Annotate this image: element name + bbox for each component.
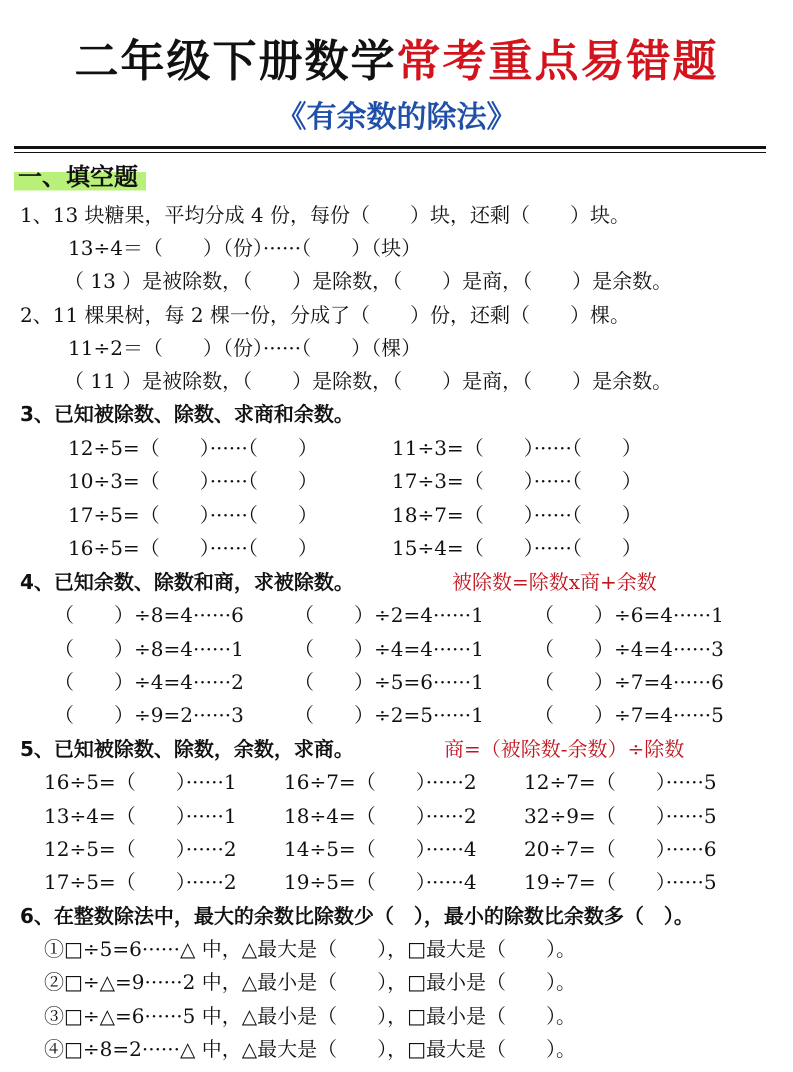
q4-item: （ ）÷2=4······1 <box>294 603 484 627</box>
q5-heading: 5、已知被除数、除数，余数，求商。 <box>20 737 354 761</box>
q5-item: 17÷5=（ ）······2 <box>44 870 237 894</box>
q3-item: 15÷4=（ ）······（ ） <box>392 536 642 560</box>
q2-equation: 11÷2＝（ ）（份）······（ ）（棵） <box>68 336 422 360</box>
q3-item: 12÷5=（ ）······（ ） <box>68 436 318 460</box>
q4-item: （ ）÷9=2······3 <box>54 703 244 727</box>
q3-item: 18÷7=（ ）······（ ） <box>392 503 642 527</box>
title-part-red: 常考重点易错题 <box>396 36 719 87</box>
q5-item: 14÷5=（ ）······4 <box>284 837 477 861</box>
q6-heading: 6、在整数除法中，最大的余数比除数少（ ），最小的除数比余数多（ ）。 <box>20 904 694 928</box>
page-title <box>0 32 793 92</box>
q5-item: 12÷5=（ ）······2 <box>44 837 237 861</box>
q1-text: 1、13 块糖果，平均分成 4 份，每份（ ）块，还剩（ ）块。 <box>20 203 630 227</box>
q4-item: （ ）÷4=4······1 <box>294 637 484 661</box>
q2-text: 2、11 棵果树，每 2 棵一份，分成了（ ）份，还剩（ ）棵。 <box>20 303 630 327</box>
q5-item: 12÷7=（ ）······5 <box>524 770 717 794</box>
q4-formula: 被除数=除数x商+余数 <box>452 570 657 594</box>
q6-item: ④□÷8=2······△ 中，△最大是（ ），□最大是（ ）。 <box>44 1037 577 1061</box>
q6-item: ①□÷5=6······△ 中，△最大是（ ），□最大是（ ）。 <box>44 937 577 961</box>
divider-thick <box>14 146 766 149</box>
q5-item: 13÷4=（ ）······1 <box>44 804 237 828</box>
q3-item: 11÷3=（ ）······（ ） <box>392 436 642 460</box>
q4-item: （ ）÷7=4······6 <box>534 670 724 694</box>
q6-item: ②□÷△=9······2 中，△最小是（ ），□最小是（ ）。 <box>44 970 577 994</box>
q4-item: （ ）÷6=4······1 <box>534 603 724 627</box>
page-subtitle: 《有余数的除法》 <box>276 100 517 135</box>
q5-formula: 商=（被除数-余数）÷除数 <box>444 737 685 761</box>
q6-item: ③□÷△=6······5 中，△最小是（ ），□最小是（ ）。 <box>44 1004 577 1028</box>
q2-roles: （ 11 ）是被除数，（ ）是除数，（ ）是商，（ ）是余数。 <box>64 369 673 393</box>
q3-item: 17÷5=（ ）······（ ） <box>68 503 318 527</box>
q1-equation: 13÷4＝（ ）（份）······（ ）（块） <box>68 236 422 260</box>
title-part-black: 二年级下册数学 <box>74 36 397 87</box>
q4-item: （ ）÷8=4······1 <box>54 637 244 661</box>
q4-item: （ ）÷2=5······1 <box>294 703 484 727</box>
q3-item: 16÷5=（ ）······（ ） <box>68 536 318 560</box>
q4-item: （ ）÷5=6······1 <box>294 670 484 694</box>
q4-heading: 4、已知余数、除数和商，求被除数。 <box>20 570 354 594</box>
q5-item: 19÷5=（ ）······4 <box>284 870 477 894</box>
q5-item: 19÷7=（ ）······5 <box>524 870 717 894</box>
q4-item: （ ）÷4=4······2 <box>54 670 244 694</box>
q5-item: 20÷7=（ ）······6 <box>524 837 717 861</box>
q4-item: （ ）÷4=4······3 <box>534 637 724 661</box>
q4-item: （ ）÷8=4······6 <box>54 603 244 627</box>
q5-item: 16÷7=（ ）······2 <box>284 770 477 794</box>
q3-item: 10÷3=（ ）······（ ） <box>68 469 318 493</box>
q5-item: 18÷4=（ ）······2 <box>284 804 477 828</box>
q3-item: 17÷3=（ ）······（ ） <box>392 469 642 493</box>
q1-roles: （ 13 ）是被除数，（ ）是除数，（ ）是商，（ ）是余数。 <box>64 269 673 293</box>
q5-item: 16÷5=（ ）······1 <box>44 770 237 794</box>
q5-item: 32÷9=（ ）······5 <box>524 804 717 828</box>
section-heading: 一、填空题 <box>14 160 146 194</box>
q4-item: （ ）÷7=4······5 <box>534 703 724 727</box>
q3-heading: 3、已知被除数、除数、求商和余数。 <box>20 402 354 426</box>
divider-thin <box>14 152 766 153</box>
